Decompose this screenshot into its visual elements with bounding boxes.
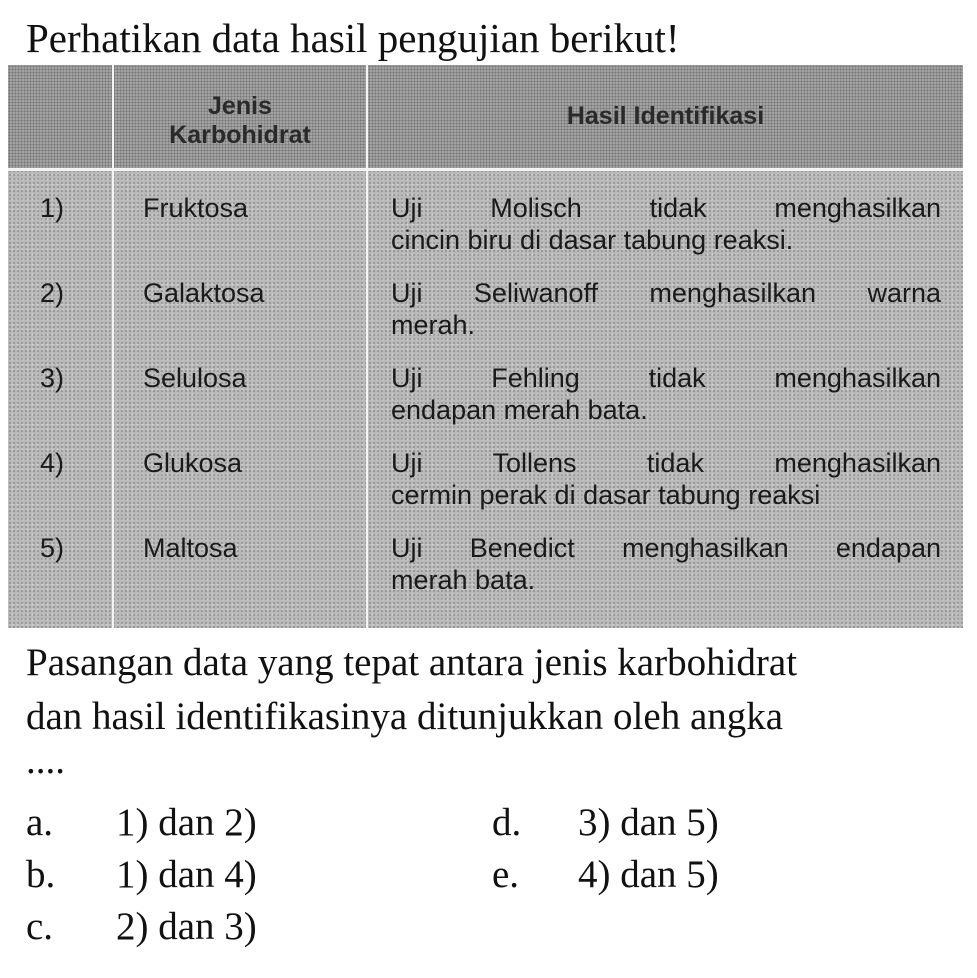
option-text: 1) dan 4) bbox=[116, 853, 257, 896]
table-row-result-line: Uji Molisch tidak menghasilkan bbox=[391, 193, 941, 223]
option-text: 1) dan 2) bbox=[116, 801, 257, 844]
question-ellipsis: .... bbox=[26, 739, 65, 782]
table-row-number: 5) bbox=[40, 533, 65, 563]
option-text: 4) dan 5) bbox=[578, 853, 719, 896]
header-cell-no bbox=[8, 65, 112, 168]
table-column-line bbox=[112, 65, 114, 628]
data-table bbox=[8, 65, 963, 628]
option-letter: e. bbox=[492, 853, 520, 896]
table-row-result-line: cermin perak di dasar tabung reaksi bbox=[391, 480, 821, 510]
table-row-carbohydrate: Galaktosa bbox=[143, 278, 265, 308]
table-row-result-line: endapan merah bata. bbox=[391, 395, 648, 425]
table-row-carbohydrate: Fruktosa bbox=[143, 193, 249, 223]
table-row-result-line: Uji Benedict menghasilkan endapan bbox=[391, 533, 941, 563]
question-title: Perhatikan data hasil pengujian berikut! bbox=[26, 15, 680, 61]
option-letter: b. bbox=[26, 853, 56, 896]
table-row-number: 1) bbox=[40, 193, 65, 223]
table-row-number: 2) bbox=[40, 278, 65, 308]
question-text-line: dan hasil identifikasinya ditunjukkan oleh angka bbox=[26, 695, 784, 738]
option-letter: d. bbox=[492, 801, 522, 844]
table-row-result-line: Uji Fehling tidak menghasilkan bbox=[391, 363, 941, 393]
table-row-carbohydrate: Glukosa bbox=[143, 448, 243, 478]
option-text: 2) dan 3) bbox=[116, 905, 257, 948]
option-letter: c. bbox=[26, 905, 54, 948]
header-cell-hasil: Hasil Identifikasi bbox=[566, 102, 765, 130]
table-row-result-line: merah. bbox=[391, 310, 476, 340]
header-jenis-label: Jenis Karbohidrat bbox=[169, 91, 311, 149]
table-row-carbohydrate: Maltosa bbox=[143, 533, 238, 563]
table-row-result-line: cincin biru di dasar tabung reaksi. bbox=[391, 225, 794, 255]
header-cell-jenis bbox=[114, 65, 366, 172]
table-row-number: 4) bbox=[40, 448, 65, 478]
table-row-result-line: Uji Seliwanoff menghasilkan warna bbox=[391, 278, 941, 308]
table-row-carbohydrate: Selulosa bbox=[143, 363, 247, 393]
table-row-number: 3) bbox=[40, 363, 65, 393]
table-row-result-line: Uji Tollens tidak menghasilkan bbox=[391, 448, 941, 478]
option-text: 3) dan 5) bbox=[578, 801, 719, 844]
table-row-result-line: merah bata. bbox=[391, 565, 536, 595]
option-letter: a. bbox=[26, 801, 54, 844]
table-divider bbox=[8, 168, 963, 171]
table-column-line bbox=[366, 65, 368, 628]
question-text-line: Pasangan data yang tepat antara jenis karbohidrat bbox=[26, 641, 798, 684]
